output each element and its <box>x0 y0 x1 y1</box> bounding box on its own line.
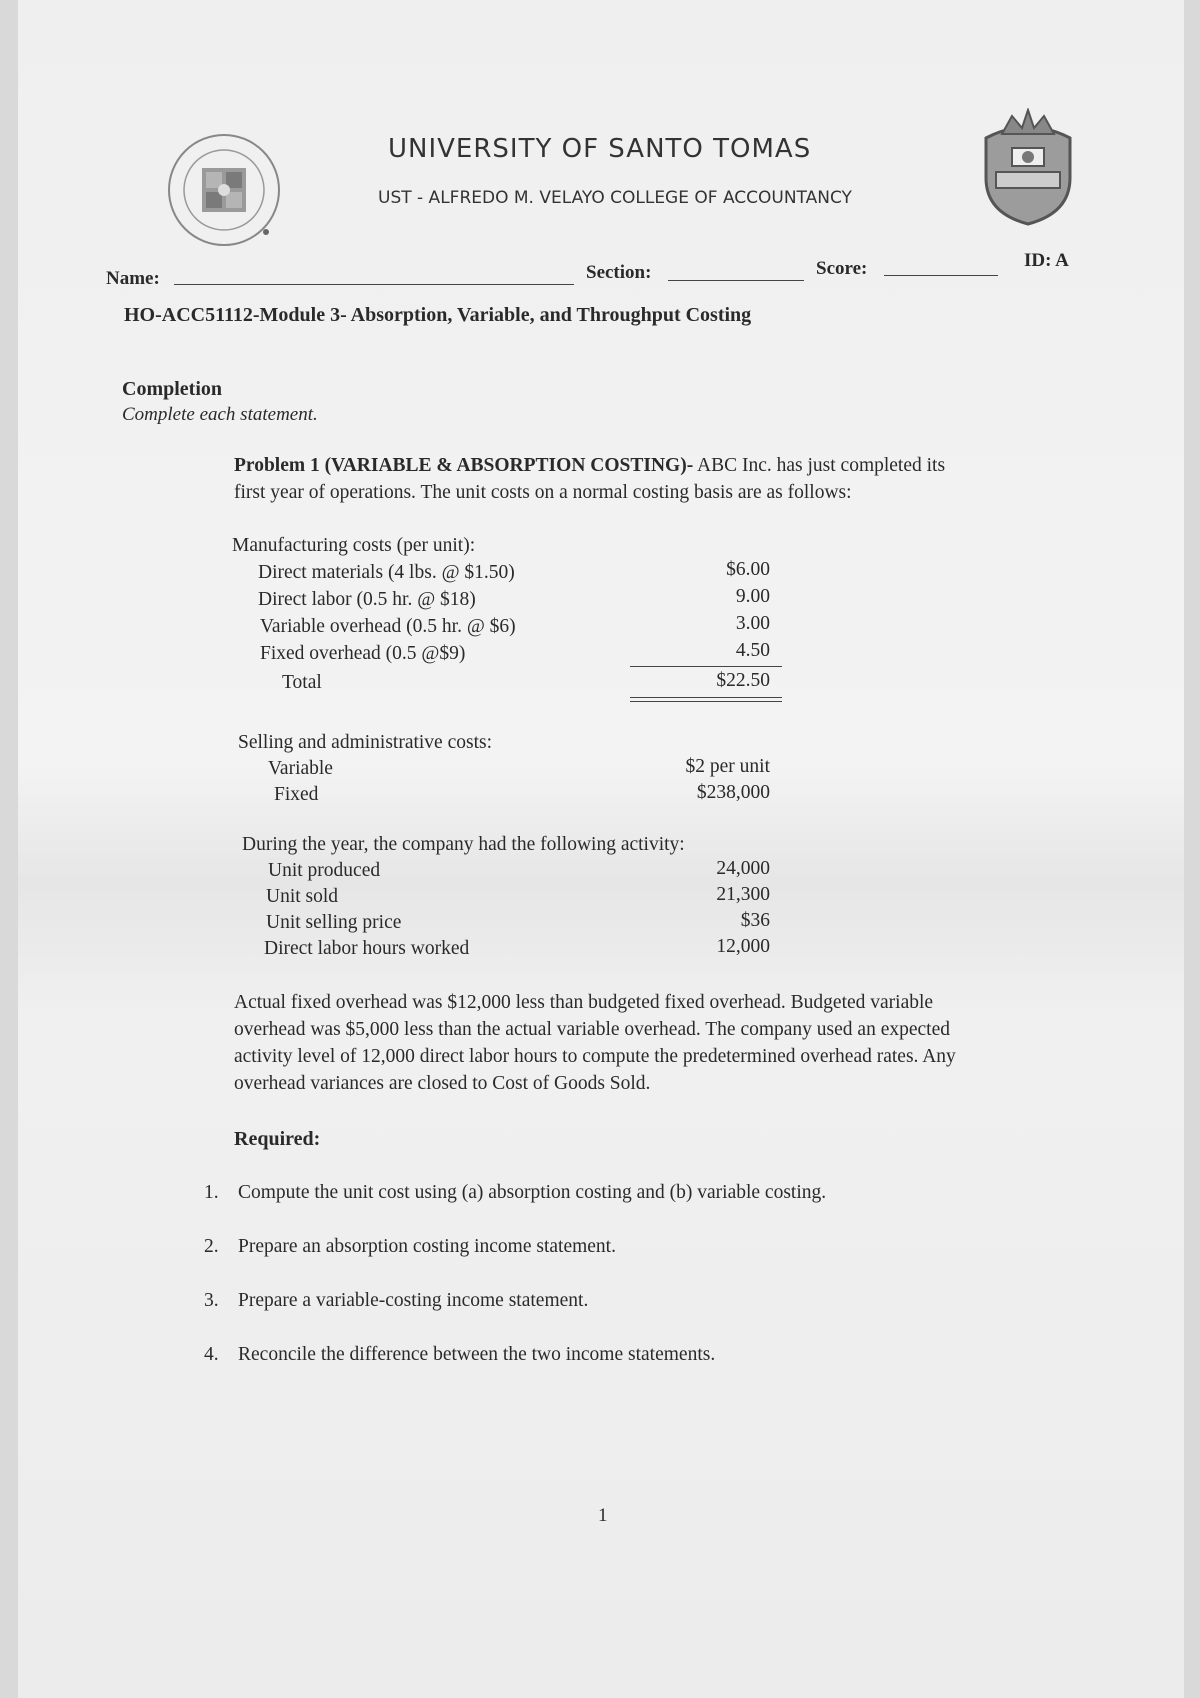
required-item <box>204 1290 588 1312</box>
total-label: Total <box>282 672 322 693</box>
required-text: Prepare an absorption costing income statement. <box>238 1236 616 1257</box>
total-double-rule-top <box>630 697 782 698</box>
document-page <box>18 0 1184 1698</box>
required-number: 2. <box>204 1236 219 1257</box>
id-label: ID: A <box>1024 250 1069 271</box>
cost-row-value: $6.00 <box>726 559 770 580</box>
name-blank[interactable] <box>174 284 574 285</box>
required-item <box>204 1182 826 1204</box>
selling-row-value: $238,000 <box>696 782 770 803</box>
ust-seal-logo <box>166 132 282 248</box>
activity-row-value: 21,300 <box>716 884 770 905</box>
activity-heading: During the year, the company had the following activity: <box>242 834 685 855</box>
cost-row-value: 4.50 <box>735 640 770 661</box>
cost-row-value: 9.00 <box>735 586 770 607</box>
selling-row-label: Variable <box>268 758 333 779</box>
required-number: 4. <box>204 1344 219 1365</box>
activity-row-label: Unit selling price <box>266 912 402 933</box>
required-number: 3. <box>204 1290 219 1311</box>
selling-row-label: Fixed <box>274 784 319 805</box>
cost-row-label: Direct materials (4 lbs. @ $1.50) <box>258 562 515 583</box>
completion-heading: Completion <box>122 378 222 400</box>
activity-row-label: Unit produced <box>268 860 381 881</box>
activity-row-value: 12,000 <box>716 936 770 957</box>
problem-intro-line2: first year of operations. The unit costs on a normal costing basis are as follows: <box>234 482 852 503</box>
completion-instruction: Complete each statement. <box>122 404 318 425</box>
university-name: UNIVERSITY OF SANTO TOMAS <box>388 134 812 164</box>
problem-intro-rest: ABC Inc. has just completed its <box>693 455 946 476</box>
required-heading: Required: <box>234 1128 321 1150</box>
college-name: UST - ALFREDO M. VELAYO COLLEGE OF ACCOUNTANCY <box>378 188 852 208</box>
paragraph-line: activity level of 12,000 direct labor hours to compute the predetermined overhead rates. Any <box>234 1046 956 1067</box>
required-text: Prepare a variable-costing income statement. <box>238 1290 589 1311</box>
paragraph-line: overhead variances are closed to Cost of Goods Sold. <box>234 1073 651 1094</box>
name-label: Name: <box>106 268 160 289</box>
activity-row-value: $36 <box>740 910 770 931</box>
selling-row-value: $2 per unit <box>685 756 770 777</box>
page-number: 1 <box>598 1505 608 1526</box>
activity-row-value: 24,000 <box>716 858 770 879</box>
subtotal-rule <box>630 666 782 667</box>
total-double-rule-bottom <box>630 701 782 702</box>
required-number: 1. <box>204 1182 219 1203</box>
score-label: Score: <box>816 258 868 279</box>
section-blank[interactable] <box>668 280 804 281</box>
total-value: $22.50 <box>716 670 770 691</box>
selling-heading: Selling and administrative costs: <box>238 732 493 753</box>
cost-row-value: 3.00 <box>735 613 770 634</box>
paragraph-line: overhead was $5,000 less than the actual variable overhead. The company used an expected <box>234 1019 950 1040</box>
activity-row-label: Unit sold <box>266 886 339 907</box>
cost-row-label: Direct labor (0.5 hr. @ $18) <box>258 589 476 610</box>
problem-intro-line1 <box>234 452 945 479</box>
cost-row-label: Fixed overhead (0.5 @$9) <box>260 643 466 664</box>
module-title: HO-ACC51112-Module 3- Absorption, Variable, and Throughput Costing <box>124 304 752 326</box>
required-item <box>204 1344 715 1366</box>
required-text: Reconcile the difference between the two income statements. <box>238 1344 716 1365</box>
required-text: Compute the unit cost using (a) absorption costing and (b) variable costing. <box>238 1182 827 1203</box>
activity-row-label: Direct labor hours worked <box>264 938 470 959</box>
paragraph-line: Actual fixed overhead was $12,000 less than budgeted fixed overhead. Budgeted variable <box>234 992 934 1013</box>
cost-row-label: Variable overhead (0.5 hr. @ $6) <box>260 616 516 637</box>
score-blank[interactable] <box>884 275 998 276</box>
required-item <box>204 1236 616 1258</box>
accountancy-crest-logo <box>972 108 1084 226</box>
section-label: Section: <box>586 262 652 283</box>
problem-heading: Problem 1 (VARIABLE & ABSORPTION COSTING)- <box>234 455 694 476</box>
manufacturing-heading: Manufacturing costs (per unit): <box>232 535 476 556</box>
